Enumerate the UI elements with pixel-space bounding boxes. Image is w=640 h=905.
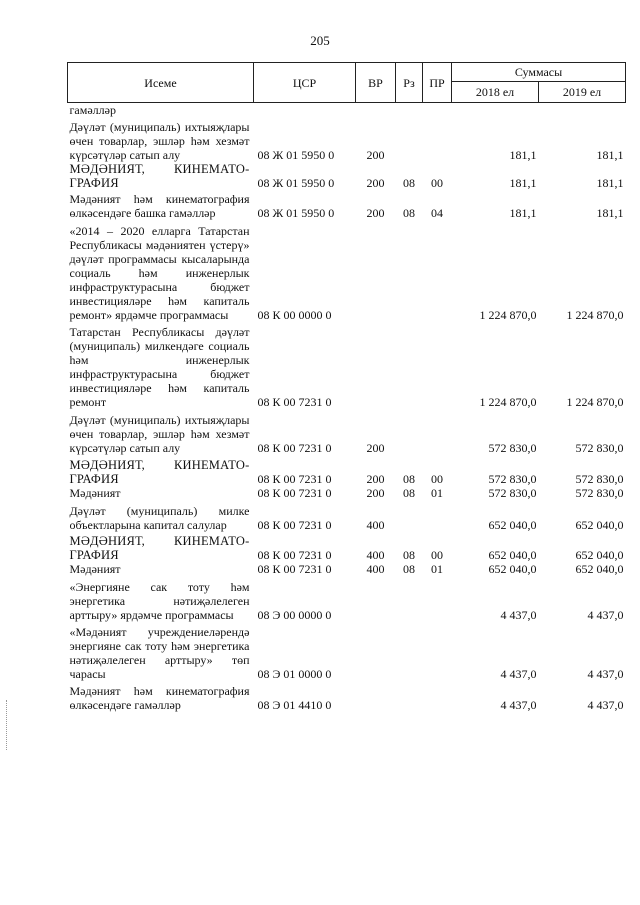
row-rz [396,103,423,118]
row-pr [423,580,452,622]
row-sum-2018: 4 437,0 [500,667,537,681]
header-rz: Рз [396,63,423,103]
table-row [68,684,626,712]
row-sum-2018: 181,1 [509,176,537,190]
row-sum-2019: 652 040,0 [575,518,624,532]
row-sum-2019: 181,1 [596,148,624,162]
row-sum-2018: 572 830,0 [488,441,537,455]
row-vr: 400 [366,562,385,576]
scan-edge-marks [6,700,9,750]
row-vr: 400 [366,518,385,532]
row-sum-2018: 181,1 [509,206,537,220]
table-row [68,192,626,220]
row-csr: 08 К 00 7231 0 [257,548,332,562]
row-pr: 04 [431,206,443,220]
row-pr: 00 [431,548,443,562]
table-row [68,534,626,562]
row-rz: 08 [403,562,415,576]
row-pr: 00 [431,472,443,486]
row-pr: 01 [431,562,443,576]
row-sum-2018: 572 830,0 [488,472,537,486]
header-csr: ЦСР [254,63,356,103]
row-sum-2019: 652 040,0 [575,548,624,562]
table-row [68,562,626,576]
row-vr: 200 [366,441,385,455]
row-rz [396,120,423,162]
row-vr: 200 [366,148,385,162]
row-name: Мәдәният [69,486,121,500]
table-row [68,103,626,118]
row-sum-2018: 4 437,0 [500,698,537,712]
row-name: Дәүләт (муниципаль) ихтыяҗлары өчен товарлар, эшләр һәм хезмәт күрсәтүләр сатып алу [69,120,250,162]
row-name: Татарстан Республикасы дәүләт (муниципаль) милкендәге социаль һәм инженерлык инфраструктурасына бюджет инвестицияләре һәм капиталь ремонт [69,325,250,409]
row-sum-2019: 4 437,0 [587,698,624,712]
row-sum-2018: 652 040,0 [488,548,537,562]
page-number: 205 [310,33,330,48]
table-row [68,120,626,162]
row-sum-2018: 652 040,0 [488,562,537,576]
table-row [68,580,626,622]
row-rz [396,580,423,622]
row-vr [356,224,396,322]
row-csr: 08 Ж 01 5950 0 [257,148,335,162]
row-name: «Энергияне сак тоту һәм энергетика нәтиҗәлелеген арттыру» ярдәмче программасы [69,580,250,622]
header-year-2019: 2019 ел [539,82,626,103]
row-csr: 08 К 00 7231 0 [257,472,332,486]
row-sum-2019: 4 437,0 [587,608,624,622]
table-row [68,224,626,322]
row-pr [423,684,452,712]
row-sum-2019: 652 040,0 [575,562,624,576]
table-header [68,63,626,103]
row-rz: 08 [403,472,415,486]
row-sum-2019 [539,103,626,118]
row-vr: 400 [366,548,385,562]
row-name: «Мәдәният учреждениеләрендә энергияне сак тоту һәм энергетика нәтиҗәлелеген арттыру» төп чарасы [69,625,250,681]
row-sum-2018: 1 224 870,0 [479,395,537,409]
row-pr [423,625,452,681]
row-rz [396,325,423,409]
table-row [68,504,626,532]
table-row [68,413,626,455]
header-name: Исеме [68,63,254,103]
header-sums: Суммасы [452,63,626,82]
row-sum-2019: 181,1 [596,176,624,190]
row-csr: 08 Ж 01 5950 0 [257,206,335,220]
row-pr [423,120,452,162]
row-vr: 200 [366,176,385,190]
row-sum-2019: 572 830,0 [575,441,624,455]
row-rz [396,504,423,532]
row-sum-2019: 1 224 870,0 [566,308,624,322]
row-csr: 08 К 00 7231 0 [257,518,332,532]
row-vr [356,684,396,712]
row-name: Мәдәният һәм кинематография өлкәсендәге гамәлләр [69,684,250,712]
row-sum-2018: 4 437,0 [500,608,537,622]
row-vr [356,325,396,409]
row-vr: 200 [366,472,385,486]
row-rz: 08 [403,206,415,220]
row-csr: 08 К 00 7231 0 [257,486,332,500]
row-name: Мәдәният [69,562,121,576]
row-name: «2014 – 2020 елларга Татарстан Республикасы мәдәниятен үстерү» дәүләт программасы кысаларында социаль һәм инженерлык инфраструктурасына бюджет инвестицияләре һәм капиталь ремонт» ярдәмче программасы [69,224,250,322]
budget-table [67,62,626,712]
row-pr [423,103,452,118]
row-name: Дәүләт (муниципаль) милке объектларына капитал салулар [69,504,250,532]
row-csr: 08 Э 00 0000 0 [257,608,332,622]
row-pr [423,325,452,409]
row-vr: 200 [366,486,385,500]
row-csr: 08 Ж 01 5950 0 [257,176,335,190]
row-csr: 08 К 00 0000 0 [257,308,332,322]
row-pr [423,413,452,455]
row-pr [423,504,452,532]
row-csr: 08 Э 01 4410 0 [257,698,332,712]
row-name: Дәүләт (муниципаль) ихтыяҗлары өчен товарлар, эшләр һәм хезмәт күрсәтүләр сатып алу [69,413,250,455]
row-sum-2019: 181,1 [596,206,624,220]
row-rz [396,413,423,455]
table-row [68,162,626,190]
row-rz [396,684,423,712]
table-body [68,103,626,713]
row-rz: 08 [403,548,415,562]
row-sum-2018: 181,1 [509,148,537,162]
row-vr: 200 [366,206,385,220]
row-sum-2018: 1 224 870,0 [479,308,537,322]
row-rz [396,224,423,322]
row-name: МӘДӘНИЯТ, КИНЕМАТО-ГРАФИЯ [69,458,250,486]
row-sum-2018: 572 830,0 [488,486,537,500]
table-row [68,458,626,486]
row-rz [396,625,423,681]
table-row [68,325,626,409]
row-rz: 08 [403,486,415,500]
header-pr: ПР [423,63,452,103]
row-pr: 00 [431,176,443,190]
table-row [68,625,626,681]
row-vr [356,580,396,622]
row-sum-2019: 4 437,0 [587,667,624,681]
row-sum-2019: 1 224 870,0 [566,395,624,409]
row-csr: 08 К 00 7231 0 [257,395,332,409]
row-pr: 01 [431,486,443,500]
row-sum-2018: 652 040,0 [488,518,537,532]
header-vr: ВР [356,63,396,103]
row-rz: 08 [403,176,415,190]
row-vr [356,625,396,681]
row-pr [423,224,452,322]
row-name: МӘДӘНИЯТ, КИНЕМАТО-ГРАФИЯ [69,534,250,562]
row-csr: 08 Э 01 0000 0 [257,667,332,681]
row-sum-2018 [452,103,539,118]
row-csr: 08 К 00 7231 0 [257,562,332,576]
row-csr [254,103,356,118]
row-name: МӘДӘНИЯТ, КИНЕМАТО-ГРАФИЯ [69,162,250,190]
row-name: гамәлләр [69,103,116,117]
row-sum-2019: 572 830,0 [575,486,624,500]
row-vr [356,103,396,118]
header-year-2018: 2018 ел [452,82,539,103]
row-sum-2019: 572 830,0 [575,472,624,486]
row-name: Мәдәният һәм кинематография өлкәсендәге башка гамәлләр [69,192,250,220]
table-row [68,486,626,500]
row-csr: 08 К 00 7231 0 [257,441,332,455]
